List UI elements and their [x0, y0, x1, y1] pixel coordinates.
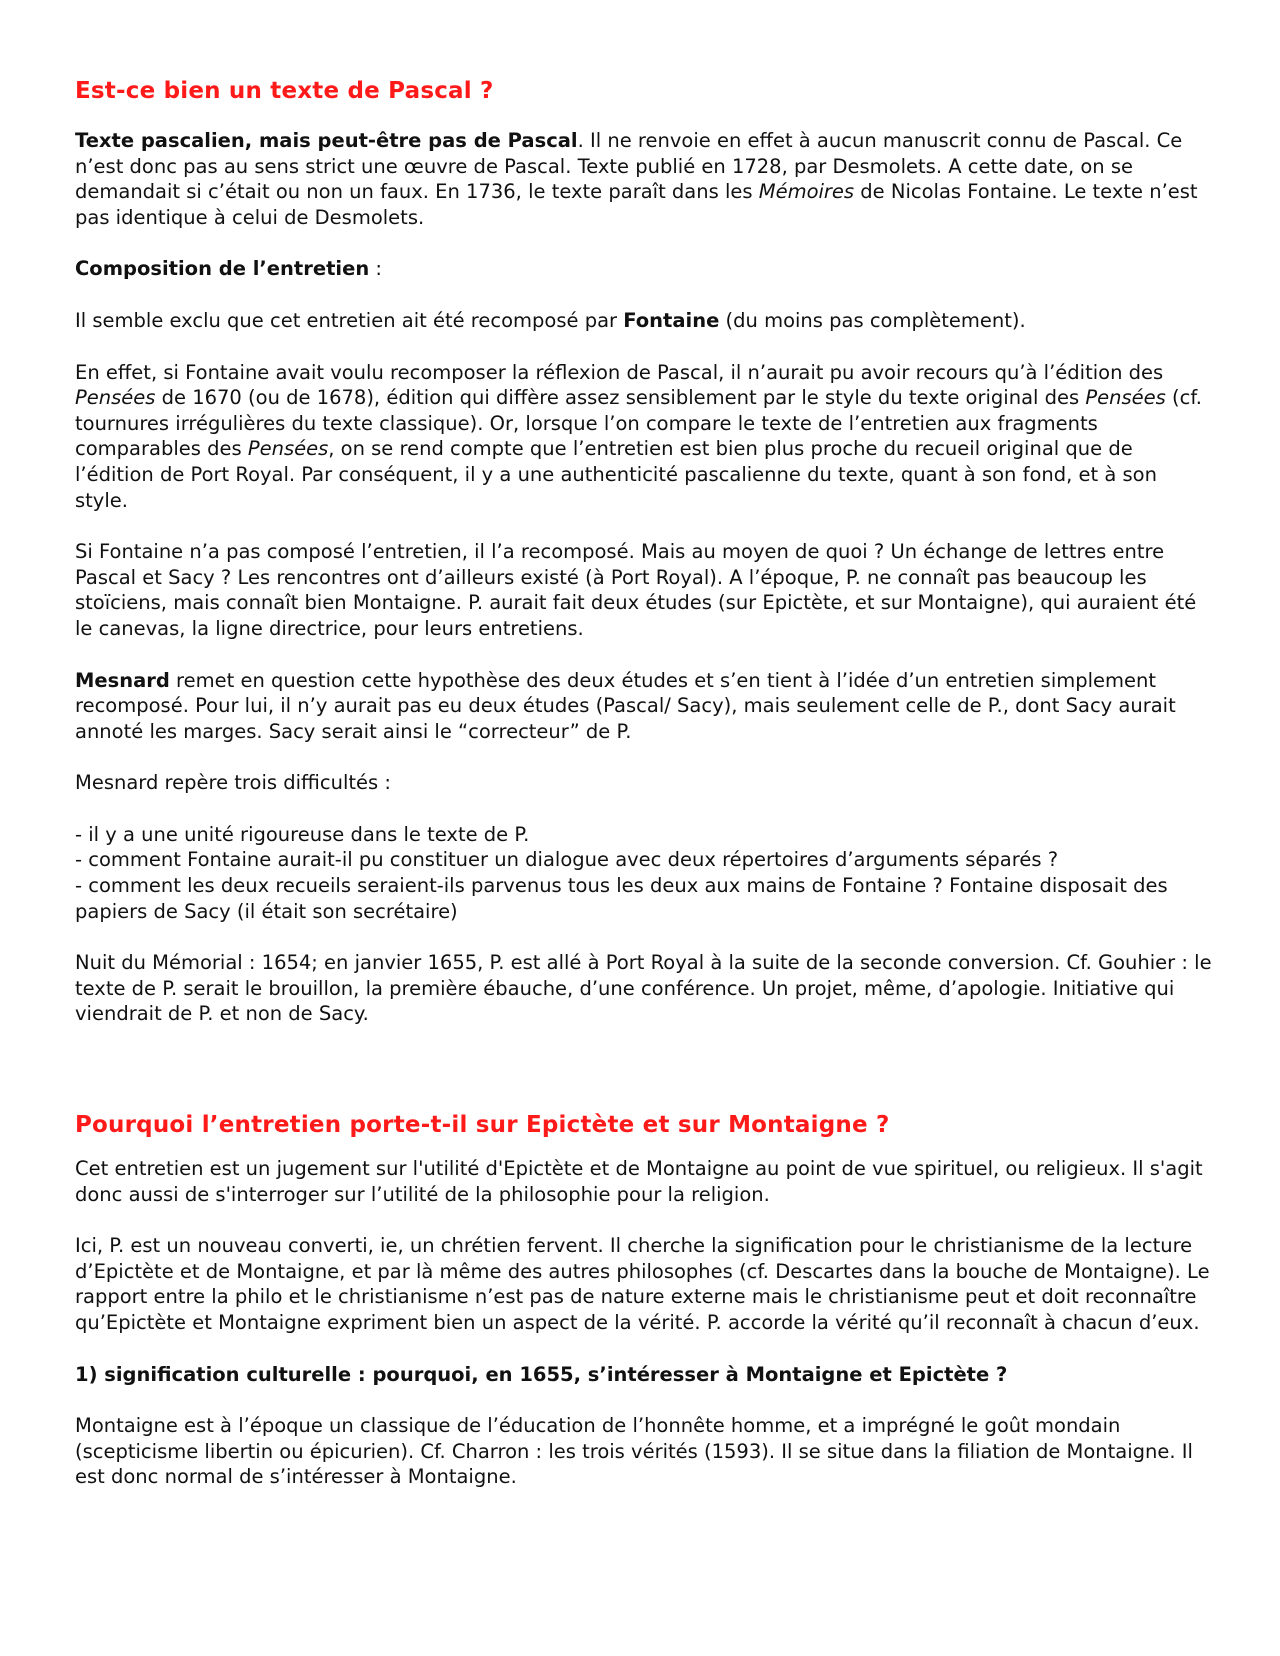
paragraph-new-convert: Ici, P. est un nouveau converti, ie, un chrétien fervent. Il cherche la signification pour le christianisme de la lecture d’Epictète et de Montaigne, et par là même des autres philosophes (cf. Descartes dans la bouche de Montaigne). Le rapport entre la philo et le christianisme n’est pas de nature externe mais le christianisme peut et doit reconnaître qu’Epictète et Montaigne expriment bien un aspect de la vérité. P. accorde la vérité qu’il reconnaît à chacun d’eux.	[75, 1234, 1210, 1334]
paragraph-pascalian-text: Texte pascalien, mais peut-être pas de Pascal. Il ne renvoie en effet à aucun manuscrit connu de Pascal. Ce n’est donc pas au sens strict une œuvre de Pascal. Texte publié en 1728, par Desmolets. A cette date, on se demandait si c’était ou non un faux. En 1736, le texte paraît dans les Mémoires de Nicolas Fontaine. Le texte n’est pas identique à celui de Desmolets.	[75, 129, 1198, 229]
italic-pensees-3: Pensées	[247, 437, 329, 461]
list-item: - il y a une unité rigoureuse dans le texte de P.	[75, 822, 530, 846]
paragraph-fontaine: Il semble exclu que cet entretien ait été recomposé par Fontaine (du moins pas complètement).	[75, 308, 1026, 332]
bold-composition: Composition de l’entretien	[75, 257, 370, 281]
paragraph-difficulties-intro: Mesnard repère trois difficultés :	[75, 771, 391, 795]
section-title-epictete-montaigne: Pourquoi l’entretien porte-t-il sur Epictète et sur Montaigne ?	[75, 1112, 890, 1139]
paragraph-composition-heading: Composition de l’entretien :	[75, 257, 382, 281]
list-item: - comment les deux recueils seraient-ils parvenus tous les deux aux mains de Fontaine ? Fontaine disposait des papiers de Sacy (il était son secrétaire)	[75, 874, 1168, 923]
subheading-cultural-meaning: 1) signification culturelle : pourquoi, en 1655, s’intéresser à Montaigne et Epictète ?	[75, 1362, 1008, 1386]
paragraph-recomposition: Si Fontaine n’a pas composé l’entretien, il l’a recomposé. Mais au moyen de quoi ? Un échange de lettres entre Pascal et Sacy ? Les rencontres ont d’ailleurs existé (à Port Royal). A l’époque, P. ne connaît pas beaucoup les stoïciens, mais connaît bien Montaigne. P. aurait fait deux études (sur Epictète, et sur Montaigne), qui auraient été le canevas, la ligne directrice, pour leurs entretiens.	[75, 540, 1197, 640]
difficulties-list	[75, 822, 1216, 924]
italic-pensees-1: Pensées	[75, 386, 156, 410]
paragraph-mesnard: Mesnard remet en question cette hypothèse des deux études et s’en tient à l’idée d’un entretien simplement recomposé. Pour lui, il n’y aurait pas eu deux études (Pascal/ Sacy), mais seulement celle de P., dont Sacy aurait annoté les marges. Sacy serait ainsi le “correcteur” de P.	[75, 668, 1176, 743]
section-title-authenticity: Est-ce bien un texte de Pascal ?	[75, 78, 494, 104]
paragraph-pensees-edition: En effet, si Fontaine avait voulu recomposer la réflexion de Pascal, il n’aurait pu avoir recours qu’à l’édition des Pensées de 1670 (ou de 1678), édition qui diffère assez sensiblement par le style du texte original des Pensées (cf. tournures irrégulières du texte classique). Or, lorsque l’on compare le texte de l’entretien aux fragments comparables des Pensées, on se rend compte que l’entretien est bien plus proche du recueil original que de l’édition de Port Royal. Par conséquent, il y a une authenticité pascalienne du texte, quant à son fond, et à son style.	[75, 360, 1202, 512]
bold-lead: Texte pascalien, mais peut-être pas de Pascal	[75, 129, 578, 152]
paragraph-montaigne-classic: Montaigne est à l’époque un classique de l’éducation de l’honnête homme, et a imprégné le goût mondain (scepticisme libertin ou épicurien). Cf. Charron : les trois vérités (1593). Il se situe dans la filiation de Montaigne. Il est donc normal de s’intéresser à Montaigne.	[75, 1414, 1193, 1489]
bold-mesnard: Mesnard	[75, 668, 170, 692]
italic-pensees-2: Pensées	[1085, 386, 1166, 410]
list-item: - comment Fontaine aurait-il pu constituer un dialogue avec deux répertoires d’arguments séparés ?	[75, 848, 1059, 872]
paragraph-memorial: Nuit du Mémorial : 1654; en janvier 1655, P. est allé à Port Royal à la suite de la seconde conversion. Cf. Gouhier : le texte de P. serait le brouillon, la première ébauche, d’une conférence. Un projet, même, d’apologie. Initiative qui viendrait de P. et non de Sacy.	[75, 951, 1212, 1026]
bold-fontaine: Fontaine	[623, 308, 720, 332]
italic-memoires: Mémoires	[758, 180, 855, 204]
paragraph-judgment: Cet entretien est un jugement sur l'utilité d'Epictète et de Montaigne au point de vue spirituel, ou religieux. Il s'agit donc aussi de s'interroger sur l’utilité de la philosophie pour la religion.	[75, 1157, 1203, 1206]
